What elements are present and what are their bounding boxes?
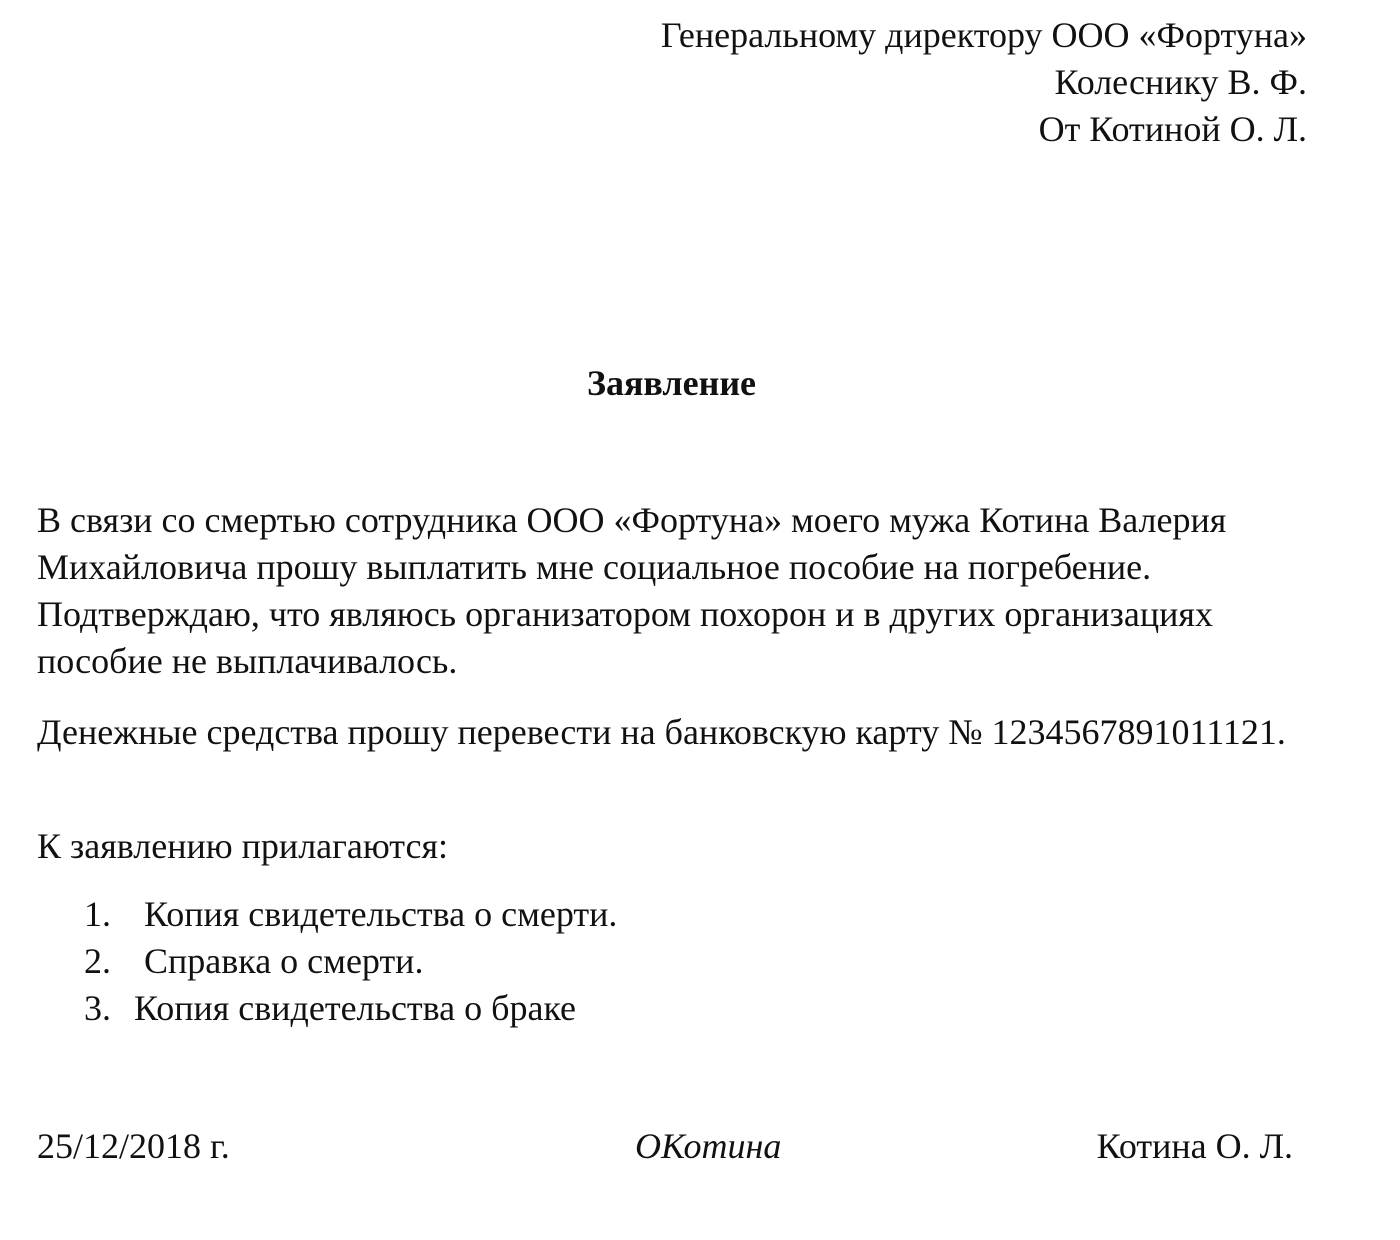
document-date: 25/12/2018 г. (37, 1126, 230, 1166)
signer-name: Котина О. Л. (1096, 1126, 1293, 1166)
list-item (84, 938, 617, 985)
list-item-text: Копия свидетельства о смерти. (144, 894, 618, 934)
list-item (84, 891, 617, 938)
list-item (84, 985, 617, 1032)
list-item-number: 1. (84, 894, 111, 934)
list-item-number: 2. (84, 941, 111, 981)
list-item-number: 3. (84, 988, 111, 1028)
addressee-position: Генеральному директору ООО «Фортуна» (660, 15, 1307, 55)
request-paragraph: В связи со смертью сотрудника ООО «Фортуна» моего мужа Котина Валерия Михайловича прошу выплатить мне социальное пособие на погребение. Подтверждаю, что являюсь организатором похорон и в других организациях пособие не выплачивалось. (37, 500, 1227, 681)
attachments-list (84, 891, 617, 1032)
sender-name: От Котиной О. Л. (1038, 109, 1307, 149)
signature: ОКотина (635, 1126, 782, 1166)
addressee-block (661, 12, 1307, 153)
payment-paragraph: Денежные средства прошу перевести на банковскую карту № 1234567891011121. (37, 712, 1286, 752)
attachments-intro: К заявлению прилагаются: (37, 826, 449, 866)
document-title: Заявление (586, 363, 757, 403)
list-item-text: Копия свидетельства о браке (134, 988, 577, 1028)
list-item-text: Справка о смерти. (144, 941, 424, 981)
addressee-name: Колеснику В. Ф. (1054, 62, 1307, 102)
